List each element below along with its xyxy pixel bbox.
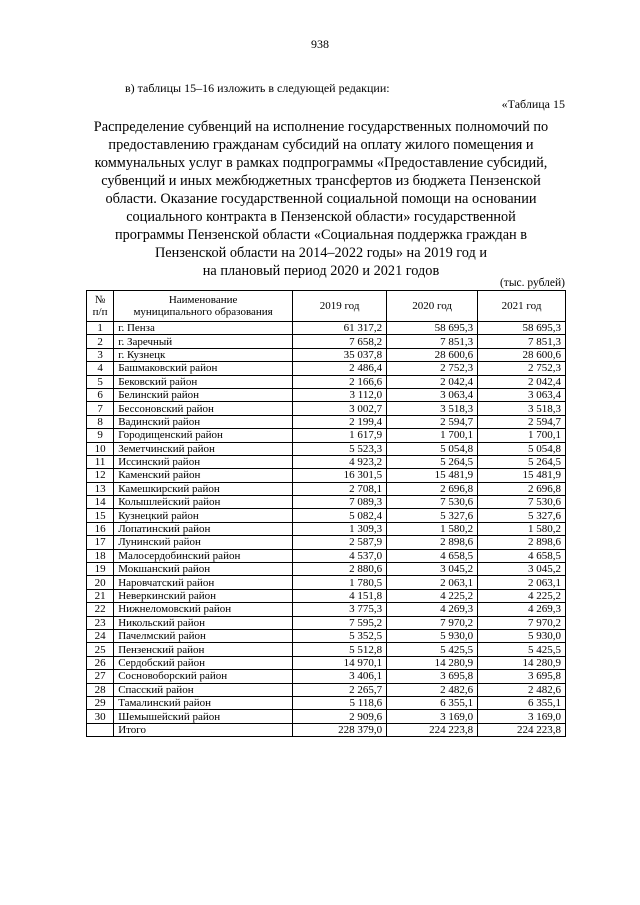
municipality-name: Белинский район (114, 388, 293, 401)
value-2021: 5 930,0 (478, 629, 566, 642)
title-line: предоставлению гражданам субсидий на оплату жилого помещения и (108, 137, 534, 153)
row-number: 8 (87, 415, 114, 428)
row-number: 21 (87, 589, 114, 602)
row-number: 20 (87, 576, 114, 589)
table-row (87, 455, 566, 468)
municipality-name: Неверкинский район (114, 589, 293, 602)
municipality-name: г. Пенза (114, 322, 293, 335)
value-2019: 2 880,6 (293, 563, 387, 576)
value-2021: 2 594,7 (478, 415, 566, 428)
value-2019: 2 708,1 (293, 482, 387, 495)
value-2020: 5 425,5 (387, 643, 478, 656)
value-2020: 15 481,9 (387, 469, 478, 482)
table-reference: «Таблица 15 (501, 97, 565, 111)
value-2020: 6 355,1 (387, 696, 478, 709)
value-2019: 5 523,3 (293, 442, 387, 455)
value-2021: 2 042,4 (478, 375, 566, 388)
title-line: области. Оказание государственной социальной помощи на основании (105, 191, 537, 207)
table-row (87, 670, 566, 683)
municipality-name: Колышлейский район (114, 496, 293, 509)
subvention-table (86, 290, 566, 737)
value-2019: 4 537,0 (293, 549, 387, 562)
value-2020: 3 695,8 (387, 670, 478, 683)
municipality-name: Кузнецкий район (114, 509, 293, 522)
value-2020: 2 063,1 (387, 576, 478, 589)
value-2019: 2 265,7 (293, 683, 387, 696)
value-2021: 58 695,3 (478, 322, 566, 335)
table-row (87, 469, 566, 482)
table-title (72, 118, 570, 280)
value-2020: 5 054,8 (387, 442, 478, 455)
value-2021: 3 695,8 (478, 670, 566, 683)
row-number: 15 (87, 509, 114, 522)
value-2019: 5 118,6 (293, 696, 387, 709)
value-2021: 5 327,6 (478, 509, 566, 522)
row-number: 1 (87, 322, 114, 335)
table-row (87, 388, 566, 401)
value-2019: 3 002,7 (293, 402, 387, 415)
value-2020: 1 580,2 (387, 522, 478, 535)
value-2020: 4 658,5 (387, 549, 478, 562)
title-line: программы Пензенской области «Социальная поддержка граждан в (114, 227, 528, 243)
row-number: 14 (87, 496, 114, 509)
value-2021: 2 898,6 (478, 536, 566, 549)
table-row (87, 375, 566, 388)
table-row (87, 656, 566, 669)
municipality-name: Каменский район (114, 469, 293, 482)
municipality-name: Земетчинский район (114, 442, 293, 455)
table-row (87, 402, 566, 415)
row-number: 24 (87, 629, 114, 642)
value-2020: 5 327,6 (387, 509, 478, 522)
row-number: 28 (87, 683, 114, 696)
value-2021: 4 225,2 (478, 589, 566, 602)
municipality-name: Мокшанский район (114, 563, 293, 576)
municipality-name: Малосердобинский район (114, 549, 293, 562)
municipality-name: Пачелмский район (114, 629, 293, 642)
municipality-name: Городищенский район (114, 429, 293, 442)
header-2021: 2021 год (478, 291, 566, 322)
table-row (87, 536, 566, 549)
municipality-name: Итого (114, 723, 293, 736)
total-row (87, 723, 566, 736)
value-2019: 7 089,3 (293, 496, 387, 509)
value-2019: 2 486,4 (293, 362, 387, 375)
value-2021: 1 580,2 (478, 522, 566, 535)
table-row (87, 362, 566, 375)
table-row (87, 696, 566, 709)
municipality-name: Нижнеломовский район (114, 603, 293, 616)
value-2019: 14 970,1 (293, 656, 387, 669)
table-body (87, 322, 566, 737)
value-2020: 28 600,6 (387, 348, 478, 361)
table-row (87, 496, 566, 509)
value-2019: 2 587,9 (293, 536, 387, 549)
value-2021: 2 752,3 (478, 362, 566, 375)
row-number: 17 (87, 536, 114, 549)
row-number: 4 (87, 362, 114, 375)
value-2019: 5 352,5 (293, 629, 387, 642)
table-row (87, 710, 566, 723)
table-row (87, 415, 566, 428)
value-2021: 28 600,6 (478, 348, 566, 361)
value-2019: 4 923,2 (293, 455, 387, 468)
table-row (87, 643, 566, 656)
value-2020: 1 700,1 (387, 429, 478, 442)
row-number: 7 (87, 402, 114, 415)
row-number: 19 (87, 563, 114, 576)
municipality-name: Башмаковский район (114, 362, 293, 375)
header-name (114, 291, 293, 322)
value-2021: 4 269,3 (478, 603, 566, 616)
municipality-name: г. Кузнецк (114, 348, 293, 361)
row-number: 30 (87, 710, 114, 723)
value-2020: 58 695,3 (387, 322, 478, 335)
value-2019: 7 658,2 (293, 335, 387, 348)
value-2021: 3 063,4 (478, 388, 566, 401)
value-2021: 15 481,9 (478, 469, 566, 482)
row-number: 10 (87, 442, 114, 455)
value-2019: 7 595,2 (293, 616, 387, 629)
value-2019: 2 909,6 (293, 710, 387, 723)
municipality-name: Бессоновский район (114, 402, 293, 415)
row-number: 16 (87, 522, 114, 535)
municipality-name: Иссинский район (114, 455, 293, 468)
title-line: субвенций и иных межбюджетных трансфертов из бюджета Пензенской (101, 173, 541, 189)
row-number: 29 (87, 696, 114, 709)
value-2021: 3 045,2 (478, 563, 566, 576)
value-2019: 228 379,0 (293, 723, 387, 736)
row-number: 13 (87, 482, 114, 495)
row-number: 22 (87, 603, 114, 616)
municipality-name: Тамалинский район (114, 696, 293, 709)
row-number: 12 (87, 469, 114, 482)
table-header-row (87, 291, 566, 322)
table-row (87, 509, 566, 522)
table-row (87, 482, 566, 495)
table-row (87, 429, 566, 442)
municipality-name: Шемышейский район (114, 710, 293, 723)
value-2019: 4 151,8 (293, 589, 387, 602)
municipality-name: Лопатинский район (114, 522, 293, 535)
municipality-name: Никольский район (114, 616, 293, 629)
row-number: 23 (87, 616, 114, 629)
municipality-name: Пензенский район (114, 643, 293, 656)
municipality-name: Сосновоборский район (114, 670, 293, 683)
header-name-line1: Наименование (168, 294, 238, 306)
header-num (87, 291, 114, 322)
value-2020: 2 898,6 (387, 536, 478, 549)
row-number: 6 (87, 388, 114, 401)
table-row (87, 442, 566, 455)
value-2019: 35 037,8 (293, 348, 387, 361)
table-row (87, 603, 566, 616)
value-2019: 3 112,0 (293, 388, 387, 401)
page-number: 938 (311, 37, 329, 51)
table-row (87, 576, 566, 589)
value-2020: 2 042,4 (387, 375, 478, 388)
municipality-name: Бековский район (114, 375, 293, 388)
value-2021: 7 851,3 (478, 335, 566, 348)
value-2021: 1 700,1 (478, 429, 566, 442)
title-line: социального контракта в Пензенской области» государственной (126, 209, 516, 225)
table-row (87, 322, 566, 335)
value-2021: 5 425,5 (478, 643, 566, 656)
value-2021: 7 530,6 (478, 496, 566, 509)
value-2019: 61 317,2 (293, 322, 387, 335)
row-number: 11 (87, 455, 114, 468)
title-line: на плановый период 2020 и 2021 годов (202, 263, 440, 279)
value-2020: 3 063,4 (387, 388, 478, 401)
value-2021: 2 696,8 (478, 482, 566, 495)
value-2020: 2 696,8 (387, 482, 478, 495)
value-2019: 1 780,5 (293, 576, 387, 589)
value-2020: 3 045,2 (387, 563, 478, 576)
value-2020: 4 225,2 (387, 589, 478, 602)
value-2019: 3 406,1 (293, 670, 387, 683)
value-2021: 14 280,9 (478, 656, 566, 669)
row-number: 9 (87, 429, 114, 442)
row-number: 3 (87, 348, 114, 361)
value-2019: 5 082,4 (293, 509, 387, 522)
municipality-name: г. Заречный (114, 335, 293, 348)
row-number: 26 (87, 656, 114, 669)
table-row (87, 616, 566, 629)
value-2021: 5 264,5 (478, 455, 566, 468)
table-row (87, 348, 566, 361)
value-2020: 14 280,9 (387, 656, 478, 669)
value-2021: 3 169,0 (478, 710, 566, 723)
title-line: Пензенской области на 2014–2022 годы» на 2019 год и (154, 245, 488, 261)
table-row (87, 589, 566, 602)
value-2020: 3 169,0 (387, 710, 478, 723)
header-num-line1: № (94, 294, 106, 306)
table-row (87, 549, 566, 562)
row-number: 18 (87, 549, 114, 562)
row-number: 2 (87, 335, 114, 348)
row-number: 27 (87, 670, 114, 683)
value-2020: 5 264,5 (387, 455, 478, 468)
table-row (87, 335, 566, 348)
row-number: 5 (87, 375, 114, 388)
row-number (87, 723, 114, 736)
municipality-name: Вадинский район (114, 415, 293, 428)
value-2020: 7 530,6 (387, 496, 478, 509)
value-2019: 16 301,5 (293, 469, 387, 482)
value-2020: 2 752,3 (387, 362, 478, 375)
title-line: Распределение субвенций на исполнение государственных полномочий по (93, 119, 549, 135)
value-2021: 7 970,2 (478, 616, 566, 629)
value-2019: 1 617,9 (293, 429, 387, 442)
value-2020: 3 518,3 (387, 402, 478, 415)
value-2019: 3 775,3 (293, 603, 387, 616)
value-2021: 4 658,5 (478, 549, 566, 562)
value-2019: 2 166,6 (293, 375, 387, 388)
value-2019: 2 199,4 (293, 415, 387, 428)
value-2021: 5 054,8 (478, 442, 566, 455)
value-2020: 4 269,3 (387, 603, 478, 616)
value-2021: 224 223,8 (478, 723, 566, 736)
table-row (87, 683, 566, 696)
value-2020: 7 970,2 (387, 616, 478, 629)
table-row (87, 522, 566, 535)
value-2021: 6 355,1 (478, 696, 566, 709)
municipality-name: Наровчатский район (114, 576, 293, 589)
header-name-line2: муниципального образования (133, 306, 273, 318)
value-2021: 3 518,3 (478, 402, 566, 415)
table-row (87, 629, 566, 642)
value-2019: 5 512,8 (293, 643, 387, 656)
intro-text: в) таблицы 15–16 изложить в следующей редакции: (125, 81, 390, 95)
table-row (87, 563, 566, 576)
value-2020: 2 482,6 (387, 683, 478, 696)
municipality-name: Лунинский район (114, 536, 293, 549)
value-2020: 224 223,8 (387, 723, 478, 736)
municipality-name: Сердобский район (114, 656, 293, 669)
row-number: 25 (87, 643, 114, 656)
value-2020: 5 930,0 (387, 629, 478, 642)
value-2019: 1 309,3 (293, 522, 387, 535)
header-2019: 2019 год (293, 291, 387, 322)
header-num-line2: п/п (92, 306, 108, 318)
title-line: коммунальных услуг в рамках подпрограммы «Предоставление субсидий, (94, 155, 548, 171)
municipality-name: Спасский район (114, 683, 293, 696)
municipality-name: Камешкирский район (114, 482, 293, 495)
units-label: (тыс. рублей) (499, 277, 565, 289)
value-2020: 7 851,3 (387, 335, 478, 348)
value-2021: 2 063,1 (478, 576, 566, 589)
header-2020: 2020 год (387, 291, 478, 322)
value-2021: 2 482,6 (478, 683, 566, 696)
value-2020: 2 594,7 (387, 415, 478, 428)
